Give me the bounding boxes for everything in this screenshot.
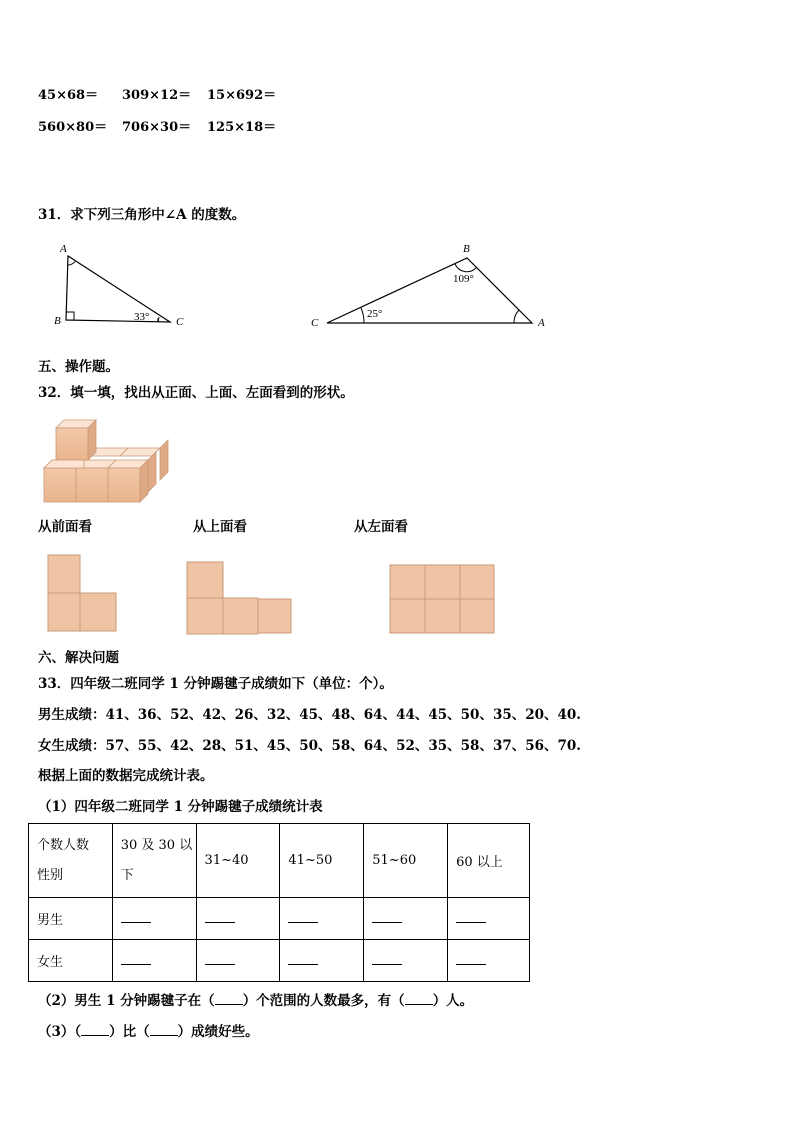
answer-blank[interactable]: [81, 1024, 109, 1036]
left-view-shape: [389, 564, 499, 636]
answer-cell[interactable]: [112, 898, 196, 940]
table-row: [29, 898, 530, 940]
answer-cell[interactable]: [448, 940, 530, 982]
view-label-top: 从上面看: [193, 519, 247, 535]
triangle-1-angle: 33°: [134, 311, 150, 323]
triangle-1-label-c: C: [176, 316, 184, 328]
table-header-row: [29, 824, 530, 898]
answer-cell[interactable]: [280, 898, 364, 940]
cube-stack-picture: [40, 410, 172, 506]
boys-scores: 男生成绩：41、36、52、42、26、32、45、48、64、44、45、50、35、20、40.: [38, 707, 581, 723]
view-label-left: 从左面看: [354, 519, 408, 535]
answer-blank: [121, 910, 151, 923]
text-fragment: （2）男生 1 分钟踢毽子在（: [38, 993, 215, 1009]
header-line: 下: [120, 867, 134, 883]
row-label: 男生: [29, 898, 113, 940]
calc-item: 125×18＝: [207, 120, 277, 135]
girls-scores: 女生成绩：57、55、42、28、51、45、50、58、64、52、35、58、37、56、70.: [38, 738, 581, 754]
triangle-2-label-c: C: [311, 317, 319, 329]
answer-blank: [456, 910, 486, 923]
answer-blank[interactable]: [215, 993, 243, 1005]
answer-blank: [288, 910, 318, 923]
calc-item: 560×80＝: [38, 120, 108, 135]
triangle-2-label-b: B: [463, 243, 470, 255]
answer-blank[interactable]: [405, 993, 433, 1005]
text-fragment: ）人。: [432, 993, 474, 1009]
table-header-cell: 41~50: [280, 824, 364, 898]
text-fragment: ）个范围的人数最多，有（: [242, 993, 405, 1009]
table-corner-cell: [29, 824, 113, 898]
top-view-shape: [186, 561, 294, 637]
answer-blank: [121, 952, 151, 965]
triangle-2-angle-b: 109°: [453, 273, 474, 285]
answer-cell[interactable]: [364, 940, 448, 982]
triangle-2-label-a: A: [538, 317, 545, 329]
table-header-cell: 60 以上: [448, 824, 530, 898]
question-32: 32．填一填，找出从正面、上面、左面看到的形状。: [38, 385, 354, 401]
answer-blank: [205, 952, 235, 965]
instruction: 根据上面的数据完成统计表。: [38, 768, 214, 784]
answer-blank: [372, 910, 402, 923]
text-fragment: ）比（: [109, 1024, 150, 1040]
section-6-heading: 六、解决问题: [38, 650, 119, 666]
triangle-1-label-b: B: [54, 315, 61, 327]
table-title: （1）四年级二班同学 1 分钟踢毽子成绩统计表: [38, 799, 323, 815]
triangle-2-angle-c: 25°: [367, 308, 383, 320]
corner-top-label: 个数人数: [37, 837, 90, 853]
triangle-1-diagram: [40, 238, 200, 334]
view-label-front: 从前面看: [38, 519, 92, 535]
table-header-cell: 51~60: [364, 824, 448, 898]
answer-blank: [372, 952, 402, 965]
sub-question-2: [38, 993, 473, 1009]
calc-item: 309×12＝: [122, 88, 192, 103]
answer-blank: [456, 952, 486, 965]
calc-item: 706×30＝: [122, 120, 192, 135]
answer-cell[interactable]: [196, 898, 280, 940]
stat-table: [28, 823, 530, 982]
answer-blank[interactable]: [150, 1024, 178, 1036]
answer-cell[interactable]: [364, 898, 448, 940]
table-header-cell: [112, 824, 196, 898]
triangle-1-label-a: A: [60, 243, 67, 255]
question-31: 31．求下列三角形中∠A 的度数。: [38, 207, 246, 223]
front-view-shape: [46, 554, 120, 634]
header-line: 30 及 30 以: [120, 837, 193, 853]
question-33: 33．四年级二班同学 1 分钟踢毽子成绩如下（单位：个）。: [38, 676, 393, 692]
corner-bottom-label: 性别: [37, 867, 64, 883]
text-fragment: （3）（: [38, 1024, 82, 1040]
calc-item: 45×68＝: [38, 88, 99, 103]
text-fragment: ）成绩好些。: [177, 1024, 259, 1040]
answer-cell[interactable]: [196, 940, 280, 982]
table-header-cell: 31~40: [196, 824, 280, 898]
calc-item: 15×692＝: [207, 88, 277, 103]
section-5-heading: 五、操作题。: [38, 359, 119, 375]
triangle-2-diagram: [305, 238, 555, 334]
answer-blank: [288, 952, 318, 965]
answer-cell[interactable]: [448, 898, 530, 940]
table-row: [29, 940, 530, 982]
answer-blank: [205, 910, 235, 923]
answer-cell[interactable]: [112, 940, 196, 982]
row-label: 女生: [29, 940, 113, 982]
answer-cell[interactable]: [280, 940, 364, 982]
sub-question-3: [38, 1024, 259, 1040]
